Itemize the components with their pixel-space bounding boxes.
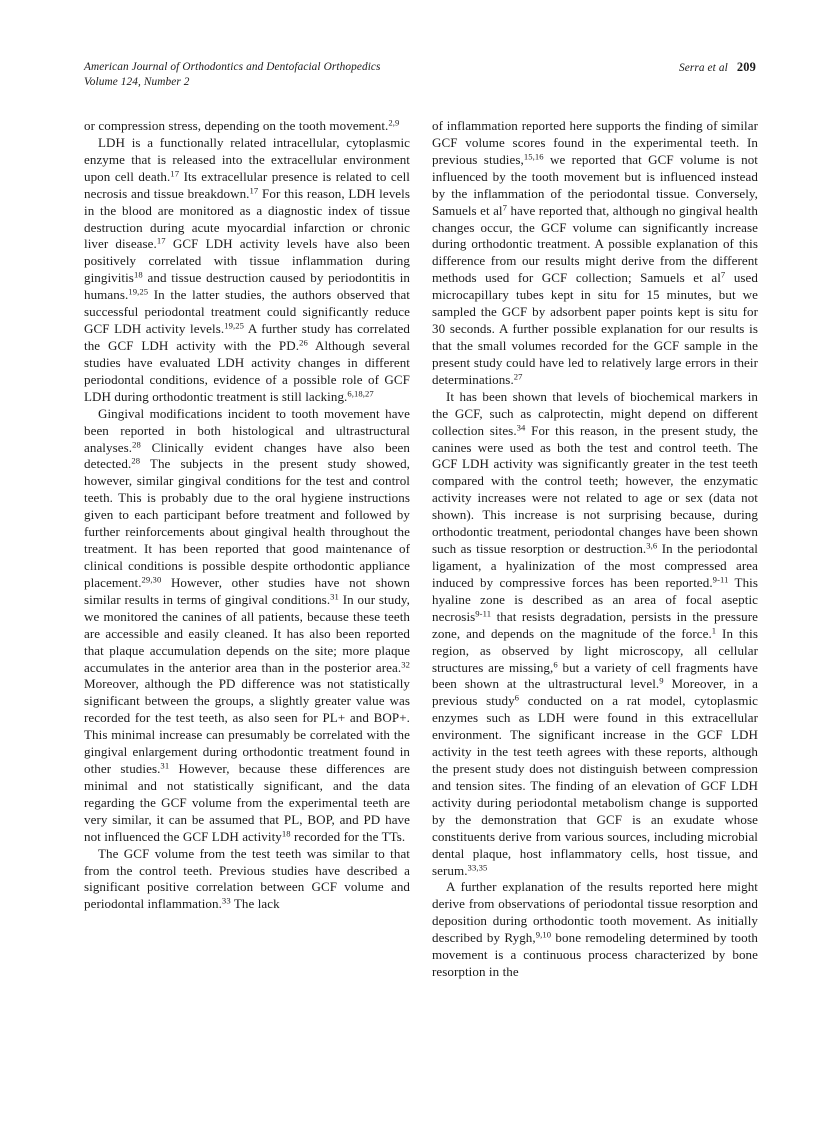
citation-superscript: 17 (249, 185, 259, 196)
citation-superscript: 18 (133, 269, 143, 280)
journal-volume-issue: Volume 124, Number 2 (84, 75, 190, 88)
citation-superscript: 17 (156, 235, 166, 246)
citation-superscript: 6,18,27 (347, 388, 374, 399)
citation-superscript: 9-11 (712, 574, 729, 585)
paragraph: It has been shown that levels of biochemical markers in the GCF, such as calprotectin, might depend on different collection sites.$^{34}$ For this reason, in the present study, the canines were used as both the test and control teeth. The GCF LDH activity was significantly greater in the test teeth compared with the control teeth; however, the enzymatic activity increases were not related to age or sex (data not shown). This increase is not surprising because, during orthodontic treatment, periodontal changes have been shown such as tissue resorption or destruction.$^{3,6}$ In the periodontal ligament, a hyalinization of the most compressed area induced by compressive forces has been reported.$^{9-11}$ This hyaline zone is described as an area of focal aseptic necrosis$^{9-11}$ that resists degradation, persists in the pressure zone, and depends on the magnitude of the force.$^1$ In this region, as observed by light microscopy, all cellular structures are missing,$^6$ but a variety of cell fragments have been shown at the ultrastructural level.$^9$ Moreover, in a previous study$^6$ conducted on a rat model, cytoplasmic enzymes such as LDH were found in this extracellular environment. The significant increase in the GCF LDH activity in the test teeth agrees with these reports, although the present study does not distinguish between compression and tension sites. The finding of an elevation of GCF LDH activity during periodontal metabolism change is supported by the demonstration that GCF is an exudate whose constituents derive from various sources, including microbial dental plaque, host inflammatory cells, host tissue, and serum.$^{33,35}$ (432, 388, 759, 878)
paragraph: or compression stress, depending on the tooth movement.$^{2,9}$ (84, 117, 400, 133)
running-head (84, 60, 756, 89)
citation-superscript: 18 (281, 828, 291, 839)
running-head-right (679, 60, 756, 75)
citation-superscript: 9,10 (535, 929, 552, 940)
column-left (84, 118, 410, 981)
citation-superscript: 31 (330, 591, 339, 602)
citation-superscript: 33 (221, 895, 231, 906)
column-right (432, 118, 758, 981)
citation-superscript: 19,25 (128, 286, 149, 297)
paragraph: Gingival modifications incident to tooth movement have been reported in both histological and ultrastructural analyses.$^{28}$ Clinically evident changes have also been detected.$^{28}$ The subjects in the present study showed, however, similar gingival conditions for the test and control teeth. This is probably due to the oral hygiene instructions given to each participant before treatment and followed by further reinforcements about gingival health throughout the treatment. It has been reported that good maintenance of clinical conditions is possible despite orthodontic appliance placement.$^{29,30}$ However, other studies have not shown similar results in terms of gingival conditions.$^{31}$ In our study, we monitored the canines of all patients, because these teeth are accessible and easily cleaned. It has also been reported that plaque accumulation depends on the site; more plaque accumulates in the anterior area than in the posterior area.$^{32}$ Moreover, although the PD difference was not statistically significant between the groups, a slightly greater value was recorded for the test teeth, as also seen for PL+ and BOP+. This minimal increase can presumably be correlated with the gingival enlargement during orthodontic treatment found in other studies.$^{31}$ However, because these differences are minimal and not statistically significant, and the data regarding the GCF volume from the experimental teeth are very similar, it can be assumed that PL, BOP, and PD have not influenced the GCF LDH activity$^{18}$ recorded for the TTs. (84, 405, 410, 844)
citation-superscript: 19,25 (224, 320, 244, 331)
citation-superscript: 1 (711, 625, 717, 636)
citation-superscript: 6 (553, 659, 558, 670)
paragraph: of inflammation reported here supports the finding of similar GCF volume scores found in the experimental teeth. In previous studies,$^{15,16}$ we reported that GCF volume is not influenced by the tooth movement but is influenced instead by the inflammation of the periodontal tissue. Conversely, Samuels et $al^7$ have reported that, although no gingival health changes occur, the GCF volume can significantly increase during orthodontic treatment. A possible explanation of this difference from our results might derive from the different methods used for GCF collection; Samuels et $al^7$ used microcapillary tubes kept in situ for 15 minutes, but we sampled the GCF by adsorbent paper points kept is situ for 30 seconds. A further possible explanation for our results is that the small volumes recorded for the GCF sample in the present study could have led to relatively large errors in their determinations.$^{27}$ (432, 118, 758, 387)
citation-superscript: 28 (131, 455, 141, 466)
citation-superscript: 29,30 (141, 574, 162, 585)
journal-title-block (84, 60, 381, 89)
journal-name: American Journal of Orthodontics and Dentofacial Orthopedics (84, 61, 381, 73)
citation-superscript: 27 (513, 371, 523, 382)
citation-superscript: 15,16 (523, 151, 544, 162)
page-number: 209 (736, 60, 756, 74)
citation-superscript: 17 (170, 168, 180, 179)
citation-superscript: 9-11 (475, 608, 492, 619)
citation-superscript: 9 (659, 675, 664, 686)
paragraph: A further explanation of the results reported here might derive from observations of periodontal tissue resorption and deposition during orthodontic tooth movement. As initially described by Rygh,$^{9,10}$ bone remodeling determined by tooth movement is a continuous process characterized by bone resorption in the (432, 879, 758, 980)
citation-superscript: 33,35 (467, 862, 488, 873)
paragraph: The GCF volume from the test teeth was similar to that from the control teeth. Previous studies have described a significant positive correlation between GCF volume and periodontal inflammation.$^{33}$ The lack (84, 845, 410, 912)
citation-superscript: 31 (160, 760, 170, 771)
citation-superscript: 32 (401, 659, 410, 670)
citation-superscript: 26 (299, 337, 308, 348)
body-columns (84, 118, 758, 981)
citation-superscript: 7 (720, 269, 726, 280)
citation-superscript: 7 (502, 202, 508, 213)
citation-superscript: 6 (514, 692, 520, 703)
citation-superscript: 34 (516, 422, 526, 433)
citation-superscript: 3,6 (646, 540, 658, 551)
paragraph: LDH is a functionally related intracellular, cytoplasmic enzyme that is released into the extracellular environment upon cell death.$^{17}$ Its extracellular presence is related to cell necrosis and tissue breakdown.$^{17}$ For this reason, LDH levels in the blood are monitored as a diagnostic index of tissue destruction during acute myocardial infarction or chronic liver disease.$^{17}$ GCF LDH activity levels have also been positively correlated with tissue inflammation during gingivitis$^{18}$ and tissue destruction caused by periodontitis in humans.$^{19,25}$ In the latter studies, the authors observed that successful periodontal treatment could significantly reduce GCF LDH activity levels.$^{19,25}$ A further study has correlated the GCF LDH activity with the PD.$^{26}$ Although several studies have evaluated LDH activity changes in different periodontal conditions, evidence of a possible role of GCF LDH during orthodontic treatment is still lacking.$^{6,18,27}$ (84, 134, 411, 404)
citation-superscript: 2,9 (388, 117, 400, 128)
article-author: Serra et al (679, 62, 728, 74)
citation-superscript: 28 (132, 439, 141, 450)
